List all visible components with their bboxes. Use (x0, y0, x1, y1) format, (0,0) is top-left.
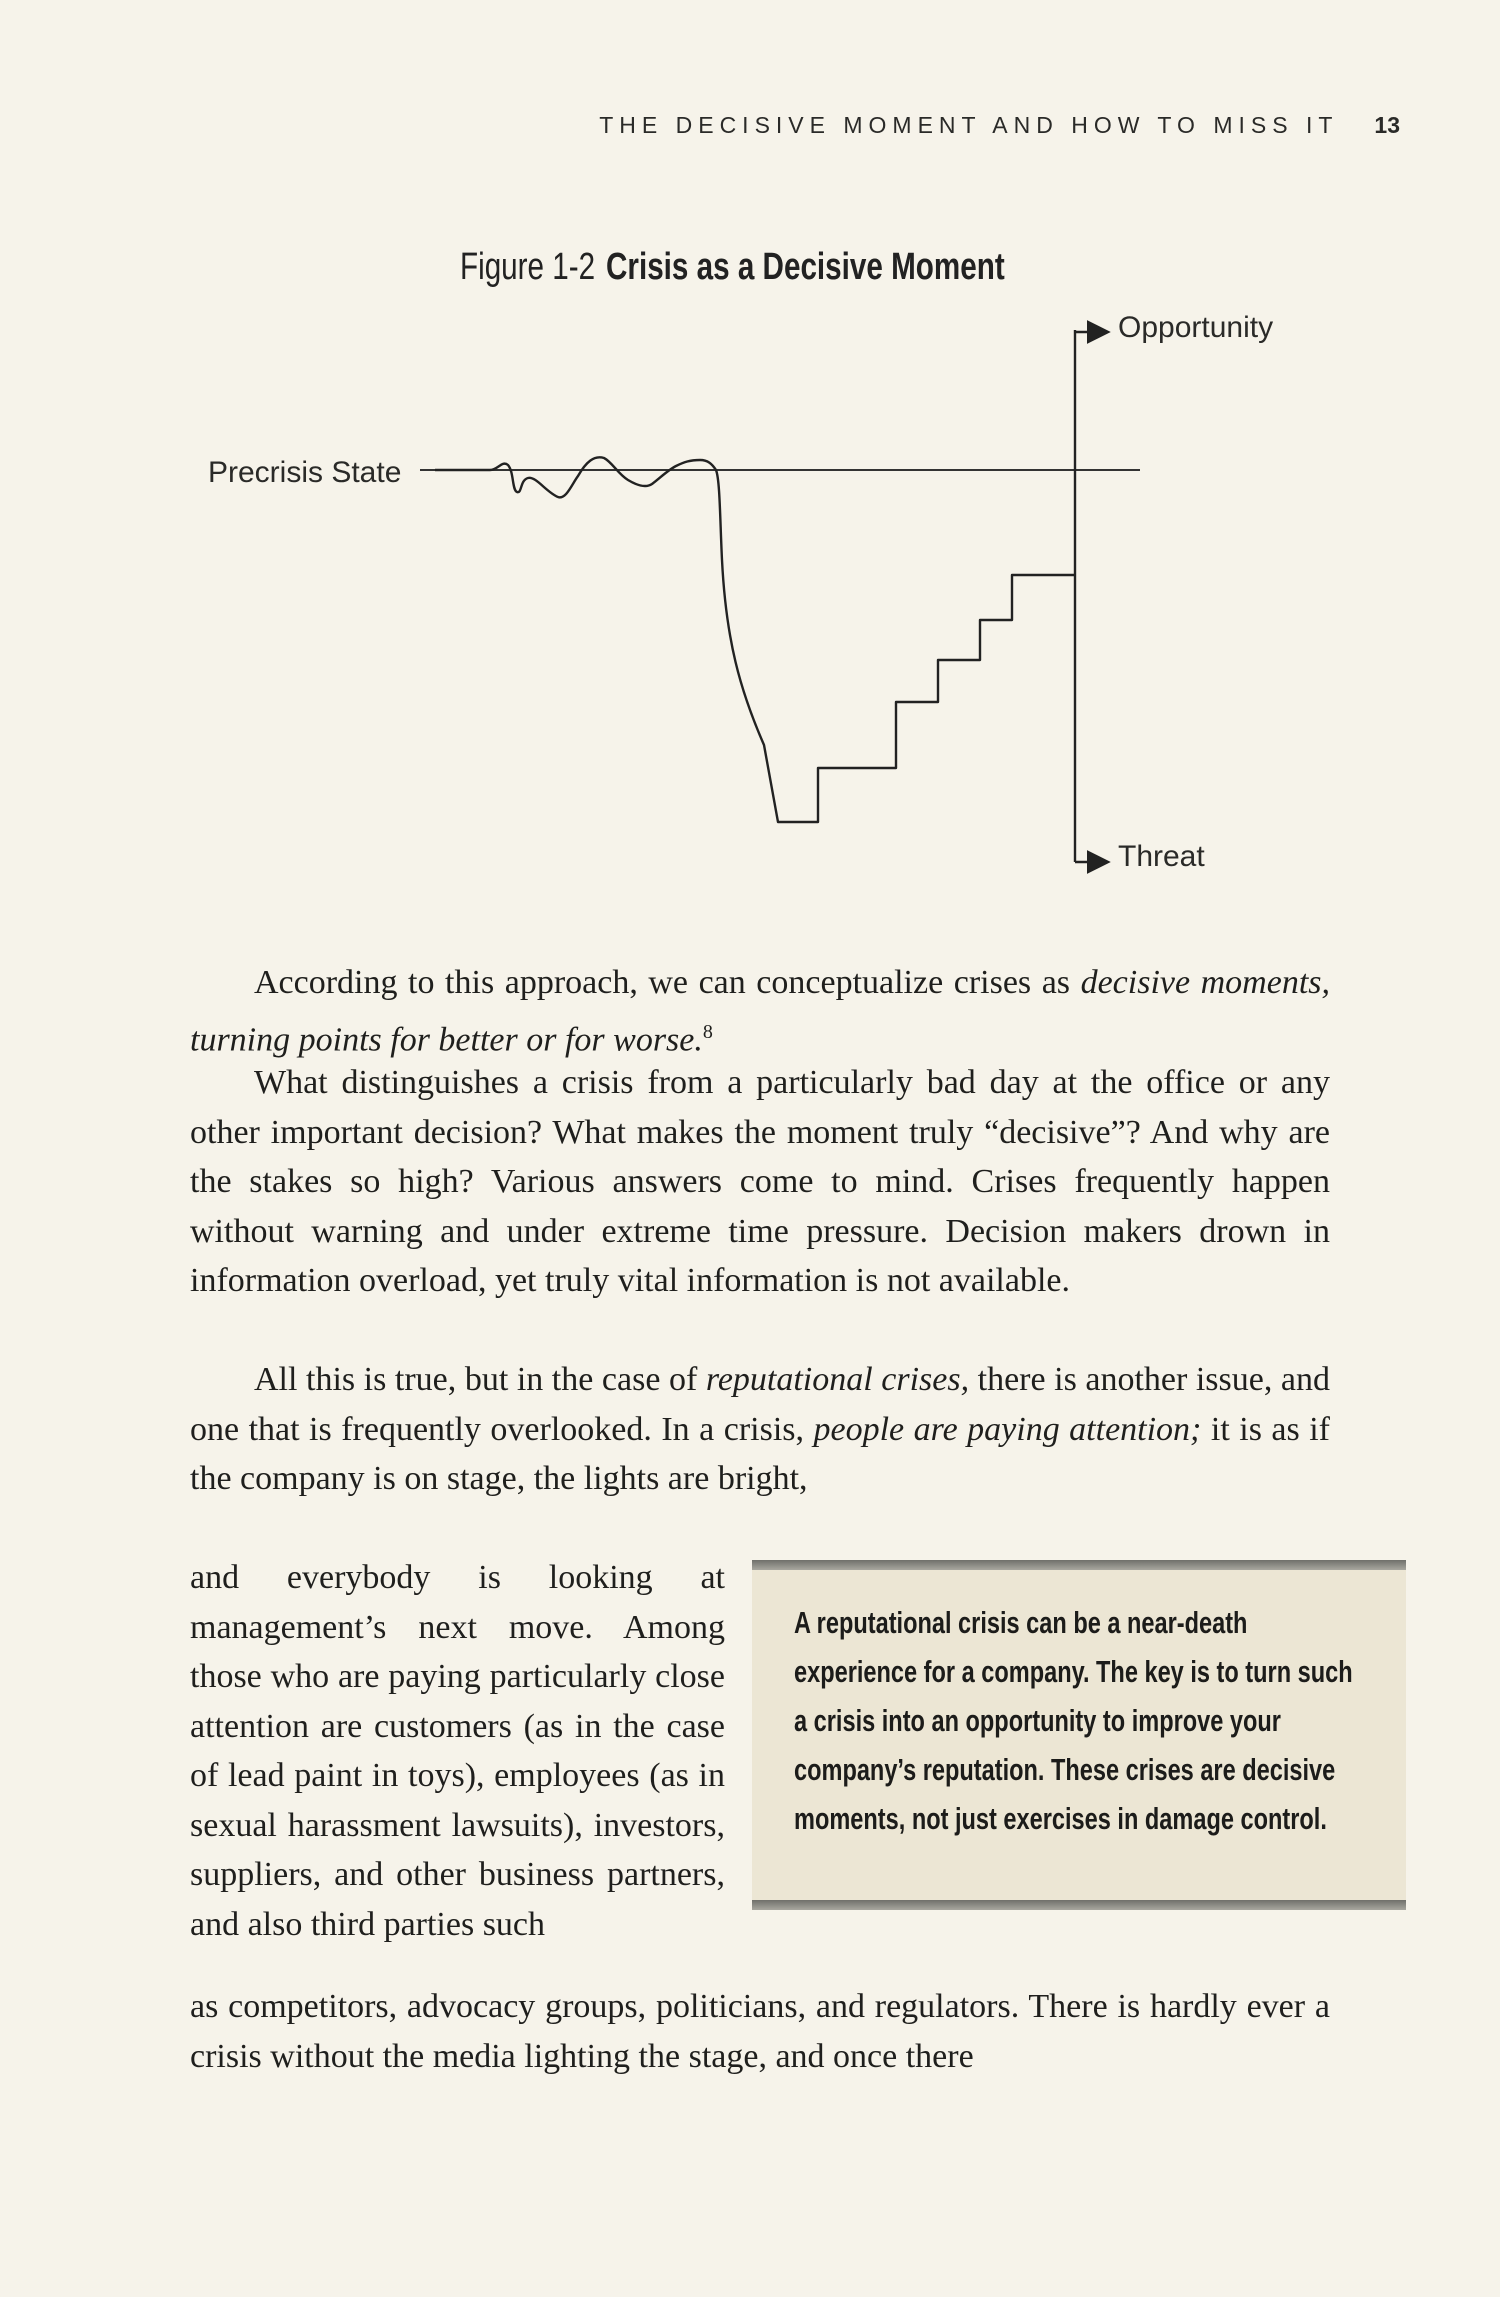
callout-bottom-rule (752, 1900, 1406, 1910)
paragraph-2 (190, 1058, 1330, 1306)
p4-wrap-text: and everybody is looking at management’s next move. Among those who are paying particularly close attention are customers (as in the case of lead paint in toys), employees (as in sexual harassment lawsuits), investors, suppliers, and other business partners, and also third parties such (190, 1559, 725, 1943)
callout-top-rule (752, 1560, 1406, 1570)
precrisis-label: Precrisis State (208, 456, 402, 489)
p3-text-c: it is as if the company is on stage, the lights are bright, (190, 1410, 1330, 1497)
footnote-ref: 8 (702, 1020, 713, 1043)
paragraph-4-wrapped (190, 1553, 725, 1949)
figure-title: Crisis as a Decisive Moment (606, 246, 1005, 288)
paragraph-1 (190, 958, 1330, 1064)
p3-text-b: there is another issue, and one that is frequently overlooked. In a crisis, (190, 1361, 1331, 1448)
figure-number: Figure 1-2 (460, 246, 596, 288)
opportunity-label: Opportunity (1118, 311, 1274, 344)
paragraph-4-continuation (190, 1948, 1330, 2115)
p4-end-text: as competitors, advocacy groups, politicians, and regulators. There is hardly ever a crisis without the media lighting the stage, and once there (190, 1988, 1330, 2075)
p1-emphasis: decisive moments, turning points for better or for worse. (190, 964, 1330, 1058)
paragraph-3 (190, 1355, 1330, 1504)
threat-label: Threat (1118, 840, 1205, 873)
p1-text: According to this approach, we can conceptualize crises as (254, 964, 1081, 1001)
p3-emphasis-1: reputational crises, (705, 1361, 970, 1398)
p3-text-a: All this is true, but in the case of (254, 1361, 706, 1398)
pull-quote-box (752, 1560, 1406, 1910)
running-head-title: THE DECISIVE MOMENT AND HOW TO MISS IT (599, 112, 1339, 138)
crisis-curve (435, 457, 1052, 822)
p2-text: What distinguishes a crisis from a particularly bad day at the office or any other important decision? What makes the moment truly “decisive”? And why are the stakes so high? Various answers come to mind. Crises frequently happen without warning and under extreme time pressure. Decision makers drown in information overload, yet truly vital information is not available. (190, 1064, 1330, 1299)
page-number: 13 (1374, 112, 1400, 138)
p3-emphasis-2: people are paying attention; (813, 1410, 1202, 1448)
callout-text: A reputational crisis can be a near-death experience for a company. The key is to turn such a crisis into an opportunity to improve your company’s reputation. These crises are decisive moments, not just exercises in damage control. (794, 1605, 1353, 1836)
